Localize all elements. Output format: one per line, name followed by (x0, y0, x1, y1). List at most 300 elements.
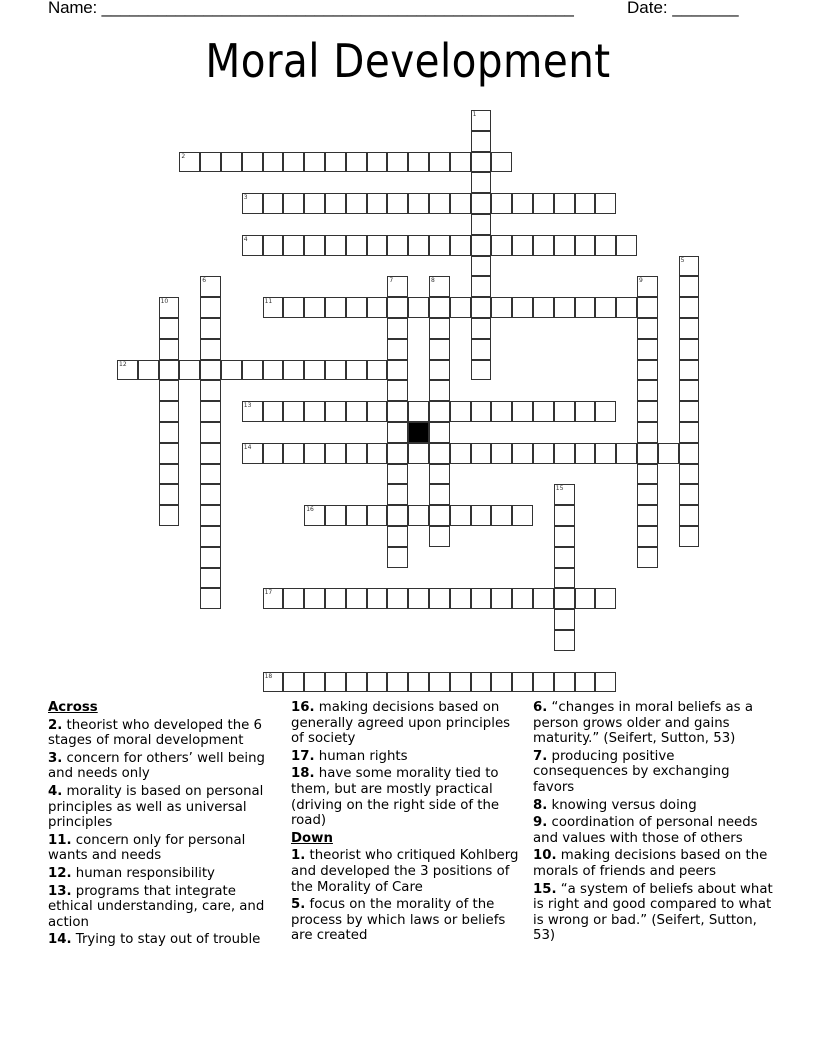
grid-cell[interactable] (200, 152, 221, 173)
clue-number: 4 (243, 235, 248, 243)
grid-cell[interactable] (367, 588, 388, 609)
grid-cell[interactable] (595, 588, 616, 609)
grid-cell[interactable] (283, 672, 304, 693)
grid-cell[interactable] (679, 526, 700, 547)
grid-cell[interactable] (159, 380, 180, 401)
grid-cell[interactable] (512, 443, 533, 464)
grid-cell[interactable] (429, 526, 450, 547)
grid-cell[interactable] (512, 193, 533, 214)
grid-cell[interactable] (200, 318, 221, 339)
grid-cell[interactable] (637, 443, 658, 464)
grid-cell[interactable] (346, 152, 367, 173)
grid-cell[interactable] (325, 401, 346, 422)
grid-cell[interactable] (471, 297, 492, 318)
grid-cell[interactable] (387, 401, 408, 422)
grid-cell[interactable] (263, 588, 284, 609)
name-field-label: Name: ___________________________________________________ (48, 0, 574, 17)
clue-number: 15 (555, 485, 564, 493)
grid-cell[interactable] (304, 588, 325, 609)
grid-cell[interactable] (554, 235, 575, 256)
grid-cell[interactable] (491, 235, 512, 256)
grid-cell[interactable] (450, 401, 471, 422)
grid-cell[interactable] (554, 193, 575, 214)
grid-cell[interactable] (200, 297, 221, 318)
grid-cell[interactable] (637, 464, 658, 485)
clue-across-3: 3. concern for others’ well being and needs only (48, 750, 265, 782)
grid-cell[interactable] (616, 443, 637, 464)
grid-cell[interactable] (429, 464, 450, 485)
grid-cell[interactable] (304, 360, 325, 381)
grid-cell[interactable] (679, 505, 700, 526)
grid-cell[interactable] (221, 152, 242, 173)
grid-cell[interactable] (471, 172, 492, 193)
grid-cell[interactable] (200, 276, 221, 297)
grid-cell[interactable] (429, 380, 450, 401)
grid-cell[interactable] (408, 672, 429, 693)
grid-cell[interactable] (159, 422, 180, 443)
grid-cell[interactable] (325, 672, 346, 693)
grid-cell[interactable] (387, 235, 408, 256)
grid-cell[interactable] (387, 339, 408, 360)
grid-cell[interactable] (471, 131, 492, 152)
grid-cell[interactable] (367, 443, 388, 464)
grid-cell[interactable] (367, 297, 388, 318)
grid-cell[interactable] (304, 193, 325, 214)
grid-cell[interactable] (429, 360, 450, 381)
grid-cell[interactable] (554, 505, 575, 526)
grid-cell[interactable] (637, 360, 658, 381)
grid-cell[interactable] (637, 401, 658, 422)
grid-cell[interactable] (200, 588, 221, 609)
grid-cell[interactable] (304, 297, 325, 318)
grid-cell[interactable] (387, 588, 408, 609)
grid-cell[interactable] (159, 505, 180, 526)
grid-cell[interactable] (595, 443, 616, 464)
grid-cell[interactable] (491, 152, 512, 173)
grid-cell[interactable] (471, 339, 492, 360)
grid-cell[interactable] (346, 297, 367, 318)
grid-cell[interactable] (575, 588, 596, 609)
grid-cell[interactable] (367, 152, 388, 173)
grid-cell[interactable] (179, 360, 200, 381)
grid-cell[interactable] (575, 297, 596, 318)
grid-cell[interactable] (408, 152, 429, 173)
grid-cell[interactable] (387, 464, 408, 485)
grid-cell[interactable] (450, 443, 471, 464)
grid-cell[interactable] (200, 526, 221, 547)
grid-cell[interactable] (263, 401, 284, 422)
grid-cell[interactable] (200, 547, 221, 568)
grid-cell[interactable] (408, 505, 429, 526)
grid-cell[interactable] (595, 297, 616, 318)
grid-cell[interactable] (512, 672, 533, 693)
grid-cell[interactable] (450, 297, 471, 318)
grid-cell[interactable] (304, 443, 325, 464)
grid-cell[interactable] (512, 588, 533, 609)
grid-cell[interactable] (408, 401, 429, 422)
grid-cell[interactable] (387, 152, 408, 173)
grid-cell[interactable] (554, 630, 575, 651)
grid-cell[interactable] (554, 609, 575, 630)
grid-cell[interactable] (471, 152, 492, 173)
grid-cell[interactable] (471, 256, 492, 277)
grid-cell[interactable] (554, 443, 575, 464)
grid-cell[interactable] (554, 588, 575, 609)
grid-cell[interactable] (471, 318, 492, 339)
grid-cell[interactable] (283, 443, 304, 464)
clue-number: 13 (243, 402, 252, 410)
grid-cell[interactable] (512, 297, 533, 318)
clue-number: 9 (639, 277, 643, 285)
clue-down-15: 15. “a system of beliefs about what is right and good compared to what is wrong or bad.” (Seifert, Sutton, 53) (533, 881, 773, 944)
grid-cell[interactable] (471, 110, 492, 131)
grid-cell[interactable] (159, 443, 180, 464)
grid-cell[interactable] (346, 505, 367, 526)
grid-cell[interactable] (679, 276, 700, 297)
grid-cell[interactable] (367, 235, 388, 256)
grid-cell[interactable] (387, 484, 408, 505)
grid-cell[interactable] (242, 401, 263, 422)
grid-cell[interactable] (512, 505, 533, 526)
grid-cell[interactable] (200, 360, 221, 381)
grid-cell[interactable] (387, 443, 408, 464)
grid-cell[interactable] (408, 235, 429, 256)
grid-cell[interactable] (367, 672, 388, 693)
grid-cell[interactable] (637, 526, 658, 547)
grid-cell[interactable] (325, 152, 346, 173)
grid-cell[interactable] (575, 672, 596, 693)
grid-cell[interactable] (450, 672, 471, 693)
grid-cell[interactable] (679, 464, 700, 485)
grid-cell[interactable] (491, 672, 512, 693)
grid-cell[interactable] (408, 297, 429, 318)
grid-cell[interactable] (200, 339, 221, 360)
grid-cell[interactable] (387, 193, 408, 214)
clue-number: 6 (202, 277, 207, 285)
clue-number: 11 (264, 298, 273, 306)
grid-cell[interactable] (367, 193, 388, 214)
grid-cell[interactable] (491, 401, 512, 422)
grid-cell[interactable] (367, 505, 388, 526)
grid-cell[interactable] (512, 401, 533, 422)
clue-down-8: 8. knowing versus doing (533, 797, 697, 813)
grid-cell[interactable] (679, 297, 700, 318)
grid-cell[interactable] (471, 505, 492, 526)
grid-cell[interactable] (242, 443, 263, 464)
grid-cell[interactable] (159, 401, 180, 422)
clue-number: 17 (264, 589, 273, 597)
clue-number: 12 (119, 360, 127, 368)
down-heading: Down (291, 830, 333, 846)
grid-cell[interactable] (471, 401, 492, 422)
grid-cell[interactable] (325, 360, 346, 381)
grid-cell[interactable] (554, 672, 575, 693)
grid-cell[interactable] (471, 443, 492, 464)
black-cell (408, 422, 429, 443)
grid-cell[interactable] (471, 214, 492, 235)
grid-cell[interactable] (575, 401, 596, 422)
grid-cell[interactable] (159, 297, 180, 318)
grid-cell[interactable] (637, 339, 658, 360)
clue-number: 1 (472, 111, 477, 118)
clue-number: 3 (243, 194, 248, 202)
grid-cell[interactable] (679, 360, 700, 381)
clue-across-14: 14. Trying to stay out of trouble (48, 932, 261, 948)
clue-number: 7 (389, 277, 394, 285)
clue-number: 10 (160, 298, 169, 306)
grid-cell[interactable] (554, 401, 575, 422)
grid-cell[interactable] (346, 588, 367, 609)
clue-number: 5 (680, 256, 685, 264)
grid-cell[interactable] (200, 505, 221, 526)
clue-down-5: 5. focus on the morality of the process by which laws or beliefs are created (291, 897, 506, 944)
grid-cell[interactable] (429, 505, 450, 526)
grid-cell[interactable] (346, 401, 367, 422)
grid-cell[interactable] (616, 297, 637, 318)
grid-cell[interactable] (304, 672, 325, 693)
grid-cell[interactable] (221, 360, 242, 381)
grid-cell[interactable] (450, 235, 471, 256)
clue-across-2: 2. theorist who developed the 6 stages of moral development (48, 717, 262, 749)
grid-cell[interactable] (471, 588, 492, 609)
grid-cell[interactable] (159, 339, 180, 360)
grid-cell[interactable] (408, 443, 429, 464)
grid-cell[interactable] (283, 235, 304, 256)
grid-cell[interactable] (325, 297, 346, 318)
grid-cell[interactable] (283, 588, 304, 609)
grid-cell[interactable] (200, 443, 221, 464)
grid-cell[interactable] (679, 256, 700, 277)
grid-cell[interactable] (533, 672, 554, 693)
grid-cell[interactable] (595, 401, 616, 422)
grid-cell[interactable] (387, 380, 408, 401)
grid-cell[interactable] (575, 235, 596, 256)
grid-cell[interactable] (429, 339, 450, 360)
clues-column-3 (533, 700, 773, 946)
grid-cell[interactable] (595, 672, 616, 693)
grid-cell[interactable] (387, 297, 408, 318)
grid-cell[interactable] (679, 443, 700, 464)
grid-cell[interactable] (283, 193, 304, 214)
grid-cell[interactable] (159, 360, 180, 381)
grid-cell[interactable] (200, 380, 221, 401)
grid-cell[interactable] (637, 547, 658, 568)
grid-cell[interactable] (387, 505, 408, 526)
grid-cell[interactable] (325, 235, 346, 256)
clue-down-10: 10. making decisions based on the morals of friends and peers (533, 848, 768, 879)
grid-cell[interactable] (637, 505, 658, 526)
grid-cell[interactable] (512, 235, 533, 256)
grid-cell[interactable] (242, 152, 263, 173)
grid-cell[interactable] (283, 297, 304, 318)
grid-cell[interactable] (575, 193, 596, 214)
clue-down-6: 6. “changes in moral beliefs as a person grows older and gains maturity.” (Seifert, Sutton, 53) (533, 700, 753, 747)
page-title: Moral Development (205, 34, 611, 88)
clue-number: 8 (431, 277, 435, 285)
clue-across-17: 17. human rights (291, 748, 408, 764)
grid-cell[interactable] (179, 152, 200, 173)
grid-cell[interactable] (679, 422, 700, 443)
grid-cell[interactable] (679, 318, 700, 339)
grid-cell[interactable] (304, 505, 325, 526)
clue-across-11: 11. concern only for personal wants and needs (48, 832, 246, 864)
grid-cell[interactable] (346, 235, 367, 256)
grid-cell[interactable] (471, 235, 492, 256)
grid-cell[interactable] (533, 401, 554, 422)
grid-cell[interactable] (429, 672, 450, 693)
grid-cell[interactable] (637, 318, 658, 339)
grid-cell[interactable] (491, 588, 512, 609)
grid-cell[interactable] (429, 422, 450, 443)
clues-column-2 (291, 700, 526, 946)
grid-cell[interactable] (637, 276, 658, 297)
grid-cell[interactable] (283, 360, 304, 381)
grid-cell[interactable] (429, 193, 450, 214)
grid-cell[interactable] (637, 297, 658, 318)
grid-cell[interactable] (117, 360, 138, 381)
grid-cell[interactable] (554, 547, 575, 568)
grid-cell[interactable] (658, 443, 679, 464)
grid-cell[interactable] (387, 526, 408, 547)
clue-across-18: 18. have some morality tied to them, but are mostly practical (driving on the right side of the road) (291, 766, 500, 829)
grid-cell[interactable] (429, 588, 450, 609)
grid-cell[interactable] (200, 464, 221, 485)
grid-cell[interactable] (450, 505, 471, 526)
grid-cell[interactable] (387, 276, 408, 297)
grid-cell[interactable] (263, 297, 284, 318)
grid-cell[interactable] (346, 443, 367, 464)
clue-across-16: 16. making decisions based on generally agreed upon principles of society (291, 700, 511, 747)
grid-cell[interactable] (429, 484, 450, 505)
grid-cell[interactable] (679, 484, 700, 505)
clue-across-12: 12. human responsibility (48, 865, 215, 881)
grid-cell[interactable] (429, 401, 450, 422)
grid-cell[interactable] (429, 235, 450, 256)
grid-cell[interactable] (200, 568, 221, 589)
grid-cell[interactable] (616, 235, 637, 256)
grid-cell[interactable] (429, 152, 450, 173)
grid-cell[interactable] (263, 672, 284, 693)
grid-cell[interactable] (533, 297, 554, 318)
grid-cell[interactable] (450, 193, 471, 214)
grid-cell[interactable] (263, 152, 284, 173)
clue-across-13: 13. programs that integrate ethical understanding, care, and action (48, 883, 265, 930)
clues-column-1 (48, 700, 283, 950)
grid-cell[interactable] (471, 360, 492, 381)
grid-cell[interactable] (304, 235, 325, 256)
grid-cell[interactable] (429, 443, 450, 464)
grid-cell[interactable] (242, 235, 263, 256)
clue-number: 2 (181, 152, 186, 160)
grid-cell[interactable] (429, 297, 450, 318)
grid-cell[interactable] (200, 401, 221, 422)
clue-down-7: 7. producing positive consequences by exchanging favors (533, 748, 730, 795)
grid-cell[interactable] (367, 401, 388, 422)
grid-cell[interactable] (491, 193, 512, 214)
grid-cell[interactable] (263, 235, 284, 256)
grid-cell[interactable] (533, 193, 554, 214)
grid-cell[interactable] (491, 297, 512, 318)
grid-cell[interactable] (159, 318, 180, 339)
grid-cell[interactable] (408, 193, 429, 214)
grid-cell[interactable] (325, 588, 346, 609)
grid-cell[interactable] (242, 193, 263, 214)
grid-cell[interactable] (283, 152, 304, 173)
grid-cell[interactable] (138, 360, 159, 381)
grid-cell[interactable] (471, 672, 492, 693)
grid-cell[interactable] (346, 360, 367, 381)
grid-cell[interactable] (533, 443, 554, 464)
grid-cell[interactable] (367, 360, 388, 381)
grid-cell[interactable] (346, 193, 367, 214)
grid-cell[interactable] (429, 276, 450, 297)
grid-cell[interactable] (595, 193, 616, 214)
grid-cell[interactable] (387, 547, 408, 568)
grid-cell[interactable] (554, 568, 575, 589)
grid-cell[interactable] (575, 443, 596, 464)
across-heading: Across (48, 700, 98, 715)
grid-cell[interactable] (679, 401, 700, 422)
grid-cell[interactable] (450, 152, 471, 173)
grid-cell[interactable] (679, 380, 700, 401)
grid-cell[interactable] (637, 422, 658, 443)
grid-cell[interactable] (533, 588, 554, 609)
grid-cell[interactable] (471, 276, 492, 297)
grid-cell[interactable] (679, 339, 700, 360)
grid-cell[interactable] (159, 484, 180, 505)
grid-cell[interactable] (637, 380, 658, 401)
clue-down-9: 9. coordination of personal needs and values with those of others (533, 815, 758, 846)
grid-cell[interactable] (637, 484, 658, 505)
grid-cell[interactable] (263, 193, 284, 214)
grid-cell[interactable] (595, 235, 616, 256)
grid-cell[interactable] (346, 672, 367, 693)
grid-cell[interactable] (387, 360, 408, 381)
clue-down-1: 1. theorist who critiqued Kohlberg and developed the 3 positions of the Morality of Care (291, 848, 519, 895)
grid-cell[interactable] (325, 443, 346, 464)
date-field-label: Date: _______ (627, 0, 739, 17)
grid-cell[interactable] (429, 318, 450, 339)
grid-cell[interactable] (304, 401, 325, 422)
grid-cell[interactable] (304, 152, 325, 173)
clue-number: 16 (306, 506, 314, 514)
grid-cell[interactable] (200, 484, 221, 505)
grid-cell[interactable] (554, 484, 575, 505)
grid-cell[interactable] (408, 588, 429, 609)
grid-cell[interactable] (263, 443, 284, 464)
clue-across-4: 4. morality is based on personal principles as well as universal principles (48, 783, 264, 831)
grid-cell[interactable] (554, 297, 575, 318)
grid-cell[interactable] (450, 588, 471, 609)
grid-cell[interactable] (263, 360, 284, 381)
grid-cell[interactable] (325, 505, 346, 526)
grid-cell[interactable] (200, 422, 221, 443)
grid-cell[interactable] (159, 464, 180, 485)
grid-cell[interactable] (387, 422, 408, 443)
grid-cell[interactable] (283, 401, 304, 422)
grid-cell[interactable] (491, 443, 512, 464)
clue-number: 18 (264, 672, 273, 680)
grid-cell[interactable] (387, 672, 408, 693)
grid-cell[interactable] (387, 318, 408, 339)
grid-cell[interactable] (242, 360, 263, 381)
grid-cell[interactable] (471, 193, 492, 214)
grid-cell[interactable] (554, 526, 575, 547)
clue-number: 14 (243, 443, 252, 451)
grid-cell[interactable] (533, 235, 554, 256)
grid-cell[interactable] (325, 193, 346, 214)
grid-cell[interactable] (491, 505, 512, 526)
